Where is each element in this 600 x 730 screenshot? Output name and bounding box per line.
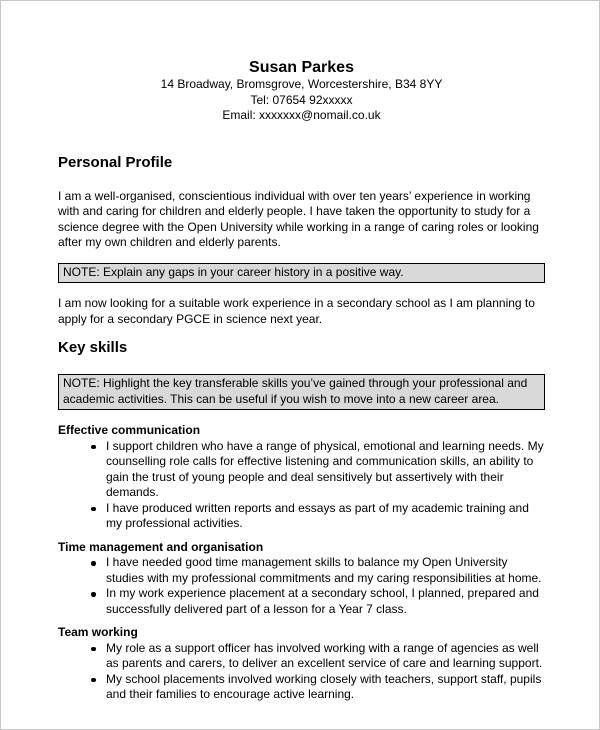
bullet-item: My role as a support officer has involved working with a range of agencies as well as parents and carers, to deliver an excellent service of care and learning support. [58,641,545,672]
subsection-team-working [58,625,545,703]
section-heading-personal-profile: Personal Profile [58,153,173,171]
note-transferable-skills: NOTE: Highlight the key transferable skills you’ve gained through your professional and academic activities. This can be useful if you wish to move into a new career area. [58,374,545,410]
subsection-effective-communication [58,423,545,532]
bullet-item: I have produced written reports and essays as part of my academic training and my professional activities. [58,501,545,532]
bullet-list [58,555,545,617]
bullet-item: In my work experience placement at a secondary school, I planned, prepared and successfully delivered part of a lesson for a Year 7 class. [58,586,545,617]
bullet-list [58,641,545,703]
profile-paragraph-2: I am now looking for a suitable work experience in a secondary school as I am planning to apply for a secondary PGCE in science next year. [58,296,535,326]
bullet-item: My school placements involved working closely with teachers, support staff, pupils and their families to encourage active learning. [58,672,545,703]
note-career-gaps: NOTE: Explain any gaps in your career history in a positive way. [58,263,545,284]
address-line: 14 Broadway, Bromsgrove, Worcestershire, B34 8YY [160,77,443,91]
contact-header [58,58,545,124]
bullet-item: I have needed good time management skills to balance my Open University studies with my professional commitments and my caring responsibilities at home. [58,555,545,586]
email-line: Email: xxxxxxx@nomail.co.uk [222,108,381,122]
subsection-time-management [58,540,545,618]
phone-line: Tel: 07654 92xxxxx [250,92,353,107]
bullet-list [58,439,545,532]
person-name: Susan Parkes [249,59,354,76]
subsection-title: Team working [58,625,138,639]
section-heading-key-skills: Key skills [58,339,128,356]
profile-paragraph-1: I am a well-organised, conscientious individual with over ten years’ experience in working with and caring for children and elderly people. I have taken the opportunity to study for a science degree with the Open University while working in a range of caring roles or looking after my own children and elderly parents. [58,188,539,249]
bullet-item: I support children who have a range of physical, emotional and learning needs. My counselling role calls for effective listening and communication skills, an ability to gain the trust of young people and deal sensitively but assertively with their demands. [58,439,545,501]
subsection-title: Time management and organisation [58,539,264,554]
subsection-title: Effective communication [58,423,201,437]
